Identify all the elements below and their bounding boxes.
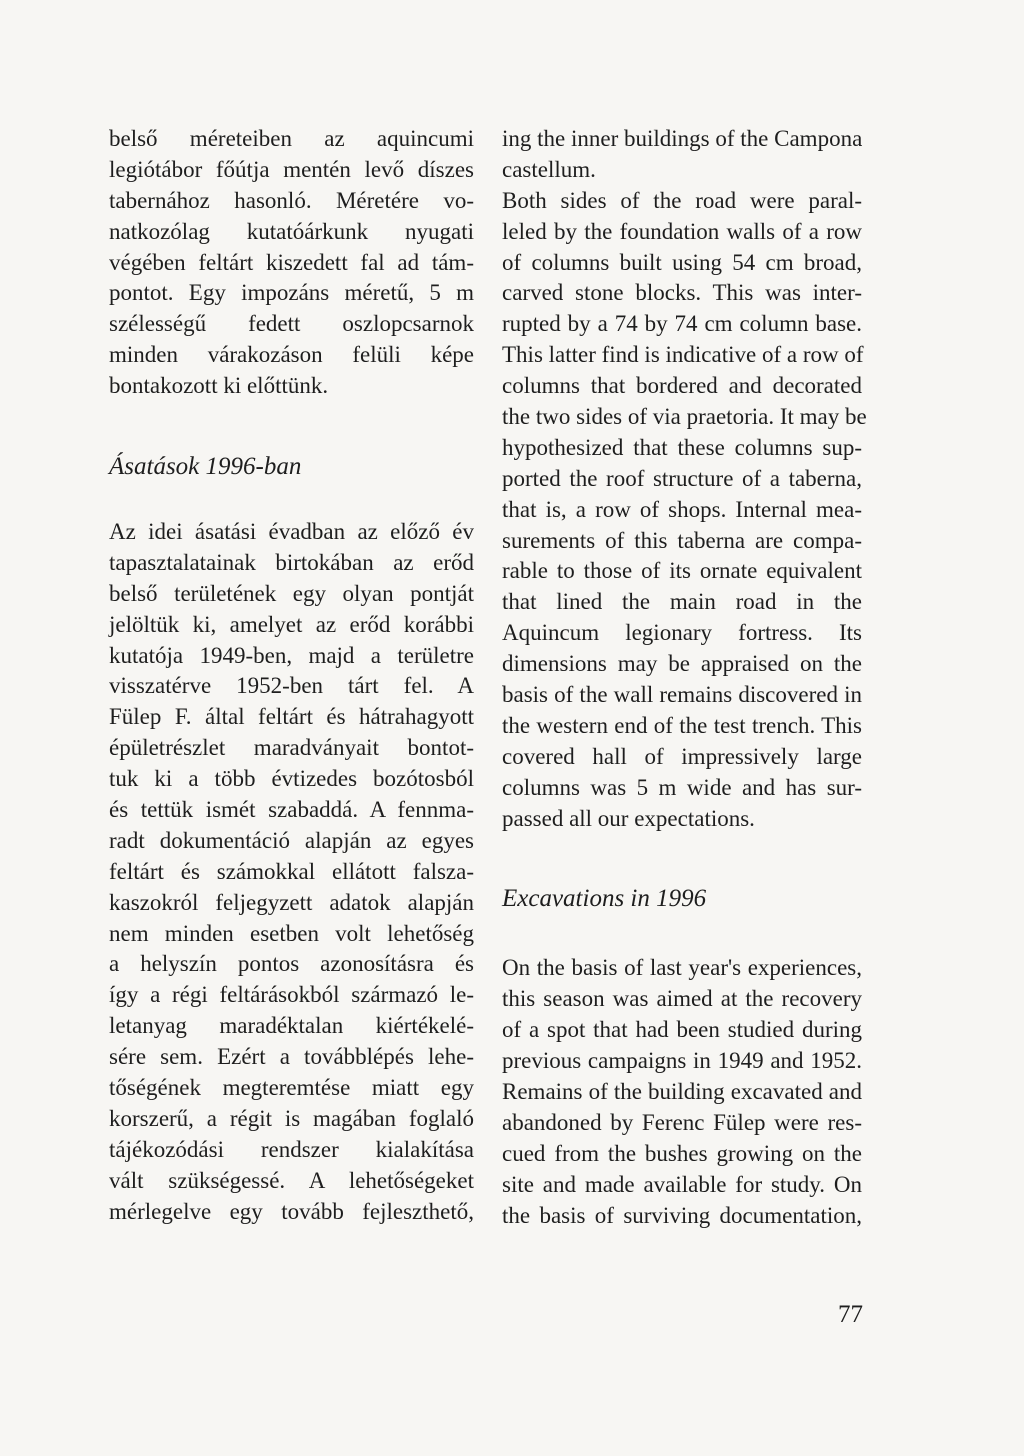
english-paragraph-2 (502, 186, 867, 835)
text-line: épületrészlet maradványait bontot- (109, 735, 474, 761)
text-line: ported the roof structure of a taberna, (502, 465, 862, 491)
text-line: kaszokról feljegyzett adatok alapján (109, 889, 474, 915)
text-line: így a régi feltárásokból származó le- (109, 982, 474, 1008)
text-line: jelöltük ki, amelyet az erőd korábbi (109, 611, 474, 637)
text-line: a helyszín pontos azonosításra és (109, 951, 474, 977)
hungarian-section-heading: Ásatások 1996-ban (109, 453, 302, 481)
text-line: radt dokumentáció alapján az egyes (109, 827, 474, 853)
text-line: castellum. (502, 156, 596, 182)
text-line: minden várakozáson felüli képe (109, 342, 474, 368)
english-paragraph-1 (502, 124, 862, 186)
text-line: Az idei ásatási évadban az előző év (109, 519, 474, 545)
text-line: this season was aimed at the recovery (502, 986, 862, 1012)
text-line: pontot. Egy impozáns méretű, 5 m (109, 280, 474, 306)
text-line: és tettük ismét szabaddá. A fennma- (109, 797, 474, 823)
hungarian-paragraph-2 (109, 517, 474, 1227)
text-line: tőségének megteremtése miatt egy (109, 1075, 474, 1101)
text-line: vált szükségessé. A lehetőségeket (109, 1167, 474, 1193)
text-line: natkozólag kutatóárkunk nyugati (109, 218, 474, 244)
text-line: feltárt és számokkal ellátott falsza- (109, 858, 474, 884)
text-line: that lined the main road in the (502, 589, 862, 615)
text-line: that is, a row of shops. Internal mea- (502, 496, 862, 522)
text-line: This latter find is indicative of a row of (502, 342, 864, 368)
text-line: belső területének egy olyan pontját (109, 580, 474, 606)
text-line: rable to those of its ornate equivalent (502, 558, 862, 584)
text-line: of columns built using 54 cm broad, (502, 249, 862, 275)
text-line: korszerű, a régit is magában foglaló (109, 1105, 474, 1131)
text-line: Aquincum legionary fortress. Its (502, 620, 862, 646)
text-line: On the basis of last year's experiences, (502, 955, 862, 981)
text-line: Remains of the building excavated and (502, 1079, 862, 1105)
text-line: tabernához hasonló. Méretére vo- (109, 187, 474, 213)
text-line: ing the inner buildings of the Campona (502, 126, 863, 151)
text-line: legiótábor főútja mentén levő díszes (109, 156, 474, 182)
text-line: tuk ki a több évtizedes bozótosból (109, 766, 474, 792)
hungarian-column (109, 124, 474, 1228)
text-line: kutatója 1949-ben, majd a területre (109, 642, 474, 668)
english-section-heading: Excavations in 1996 (502, 885, 707, 913)
text-line: bontakozott ki előttünk. (109, 373, 329, 399)
text-line: nem minden esetben volt lehetőség (109, 920, 474, 946)
english-column (502, 124, 867, 1232)
page-number: 77 (838, 1301, 863, 1328)
text-line: site and made available for study. On (502, 1171, 862, 1197)
hungarian-paragraph-1 (109, 124, 474, 402)
text-line: dimensions may be appraised on the (502, 651, 862, 677)
text-line: belső méreteiben az aquincumi (109, 126, 474, 151)
text-line: Both sides of the road were paral- (502, 187, 862, 213)
text-line: tájékozódási rendszer kialakítása (109, 1136, 474, 1162)
text-line: végében feltárt kiszedett fal ad tám- (109, 249, 474, 275)
text-line: columns that bordered and decorated (502, 373, 862, 399)
text-line: passed all our expectations. (502, 805, 755, 831)
text-line: tapasztalatainak birtokában az erőd (109, 549, 474, 575)
text-line: sére sem. Ezért a továbblépés lehe- (109, 1044, 474, 1070)
text-line: the western end of the test trench. This (502, 712, 862, 738)
text-line: Fülep F. által feltárt és hátrahagyott (109, 704, 474, 730)
text-line: mérlegelve egy tovább fejleszthető, (109, 1198, 474, 1224)
text-line: letanyag maradéktalan kiértékelé- (109, 1013, 474, 1039)
text-line: visszatérve 1952-ben tárt fel. A (109, 673, 474, 699)
text-line: previous campaigns in 1949 and 1952. (502, 1048, 862, 1074)
text-line: cued from the bushes growing on the (502, 1140, 862, 1166)
text-line: surements of this taberna are compa- (502, 527, 862, 553)
english-paragraph-3 (502, 953, 862, 1231)
text-line: of a spot that had been studied during (502, 1017, 862, 1043)
text-line: rupted by a 74 by 74 cm column base. (502, 311, 862, 337)
text-line: abandoned by Ferenc Fülep were res- (502, 1109, 862, 1135)
text-line: hypothesized that these columns sup- (502, 434, 862, 460)
text-line: covered hall of impressively large (502, 743, 862, 769)
text-line: leled by the foundation walls of a row (502, 218, 862, 244)
text-line: szélességű fedett oszlopcsarnok (109, 311, 474, 337)
text-line: columns was 5 m wide and has sur- (502, 774, 862, 800)
text-line: the basis of surviving documentation, (502, 1202, 862, 1228)
text-line: the two sides of via praetoria. It may be (502, 404, 867, 430)
text-line: carved stone blocks. This was inter- (502, 280, 862, 306)
text-line: basis of the wall remains discovered in (502, 682, 862, 708)
